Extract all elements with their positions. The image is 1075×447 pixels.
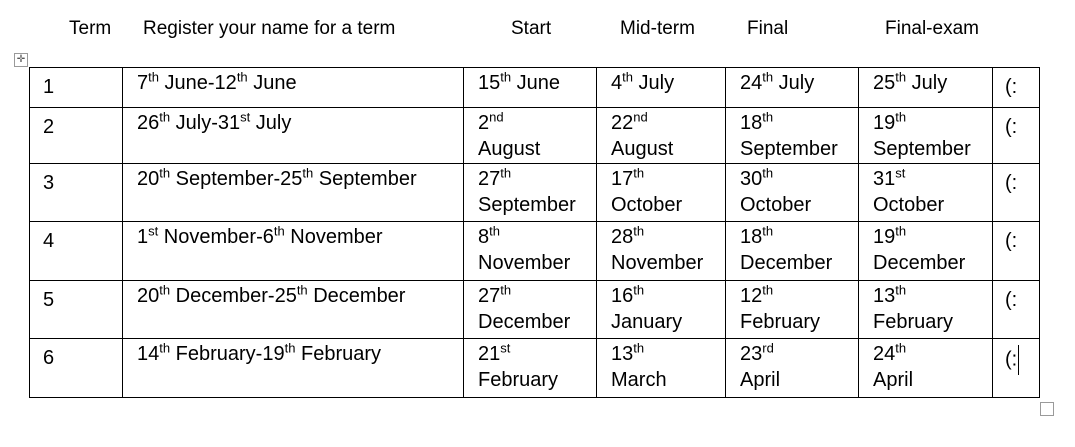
midterm-date-cell[interactable] [597,222,726,281]
final-exam-date: 13th February [873,282,954,333]
start-date: 8th November [478,223,571,274]
table-row [30,222,1040,281]
register-period: 26th July-31st July [137,109,292,134]
term-number-cell[interactable] [30,164,123,222]
term-number-cell[interactable] [30,339,123,398]
final-date: 24th July [740,69,815,94]
start-date: 15th June [478,69,561,94]
term-number: 3 [43,172,55,194]
register-period-cell[interactable] [123,108,464,164]
term-number-cell[interactable] [30,108,123,164]
final-date: 30th October [740,165,812,216]
midterm-date-cell[interactable] [597,108,726,164]
final-date-cell[interactable] [726,68,859,108]
final-exam-date: 25th July [873,69,948,94]
final-exam-date-cell[interactable] [859,339,993,398]
start-date: 21st February [478,340,559,391]
final-exam-date-cell[interactable] [859,281,993,339]
midterm-date: 17th October [611,165,683,216]
start-date-cell[interactable] [464,222,597,281]
header-midterm: Mid-term [620,18,695,39]
final-exam-date: 19th September [873,109,971,160]
midterm-date: 4th July [611,69,675,94]
final-date-cell[interactable] [726,281,859,339]
final-date: 23rd April [740,340,781,391]
midterm-date-cell[interactable] [597,281,726,339]
table-row [30,108,1040,164]
smiley-text: (: [1005,348,1018,371]
smiley-text-cell[interactable] [993,68,1040,108]
final-date: 18th December [740,223,833,274]
midterm-date: 22nd August [611,109,674,160]
header-final: Final [747,18,789,39]
final-exam-date-cell[interactable] [859,108,993,164]
start-date: 2nd August [478,109,541,160]
final-exam-date-cell[interactable] [859,164,993,222]
table-row [30,339,1040,398]
table-row [30,164,1040,222]
start-date-cell[interactable] [464,164,597,222]
term-number: 2 [43,116,55,138]
term-number: 6 [43,347,55,369]
header-final-exam: Final-exam [885,18,979,39]
start-date-cell[interactable] [464,281,597,339]
register-period: 14th February-19th February [137,340,382,365]
table-move-handle-icon[interactable]: ✛ [14,53,28,67]
register-period-cell[interactable] [123,68,464,108]
smiley-text-cell[interactable] [993,164,1040,222]
text-cursor [1018,345,1019,375]
final-exam-date: 19th December [873,223,966,274]
term-number-cell[interactable] [30,68,123,108]
register-period-cell[interactable] [123,281,464,339]
register-period: 20th September-25th September [137,165,417,190]
start-date: 27th December [478,282,571,333]
midterm-date: 28th November [611,223,704,274]
table-row [30,281,1040,339]
final-date: 18th September [740,109,838,160]
term-number-cell[interactable] [30,222,123,281]
smiley-text: (: [1005,116,1018,138]
smiley-text-cell[interactable] [993,281,1040,339]
start-date-cell[interactable] [464,68,597,108]
register-period: 7th June-12th June [137,69,297,94]
final-exam-date-cell[interactable] [859,68,993,108]
midterm-date-cell[interactable] [597,339,726,398]
header-register: Register your name for a term [143,18,396,39]
header-term: Term [69,18,112,39]
start-date-cell[interactable] [464,339,597,398]
term-number: 5 [43,289,55,311]
register-period-cell[interactable] [123,222,464,281]
header-start: Start [511,18,552,39]
table-row [30,68,1040,108]
midterm-date-cell[interactable] [597,68,726,108]
smiley-text-cell[interactable] [993,108,1040,164]
smiley-text-cell[interactable] [993,339,1040,398]
smiley-text: (: [1005,172,1018,194]
start-date-cell[interactable] [464,108,597,164]
register-period-cell[interactable] [123,339,464,398]
table-resize-handle-icon[interactable] [1040,402,1054,416]
register-period: 1st November-6th November [137,223,383,248]
final-date: 12th February [740,282,821,333]
final-exam-date: 24th April [873,340,914,391]
smiley-text: (: [1005,289,1018,311]
term-number: 1 [43,76,55,98]
final-exam-date: 31st October [873,165,945,216]
register-period: 20th December-25th December [137,282,406,307]
final-date-cell[interactable] [726,222,859,281]
midterm-date: 13th March [611,340,667,391]
smiley-text: (: [1005,230,1018,252]
start-date: 27th September [478,165,576,216]
midterm-date-cell[interactable] [597,164,726,222]
term-number-cell[interactable] [30,281,123,339]
smiley-text: (: [1005,76,1018,98]
midterm-date: 16th January [611,282,683,333]
term-number: 4 [43,230,55,252]
final-date-cell[interactable] [726,108,859,164]
term-schedule-table [29,67,1040,398]
final-date-cell[interactable] [726,164,859,222]
final-exam-date-cell[interactable] [859,222,993,281]
smiley-text-cell[interactable] [993,222,1040,281]
final-date-cell[interactable] [726,339,859,398]
register-period-cell[interactable] [123,164,464,222]
